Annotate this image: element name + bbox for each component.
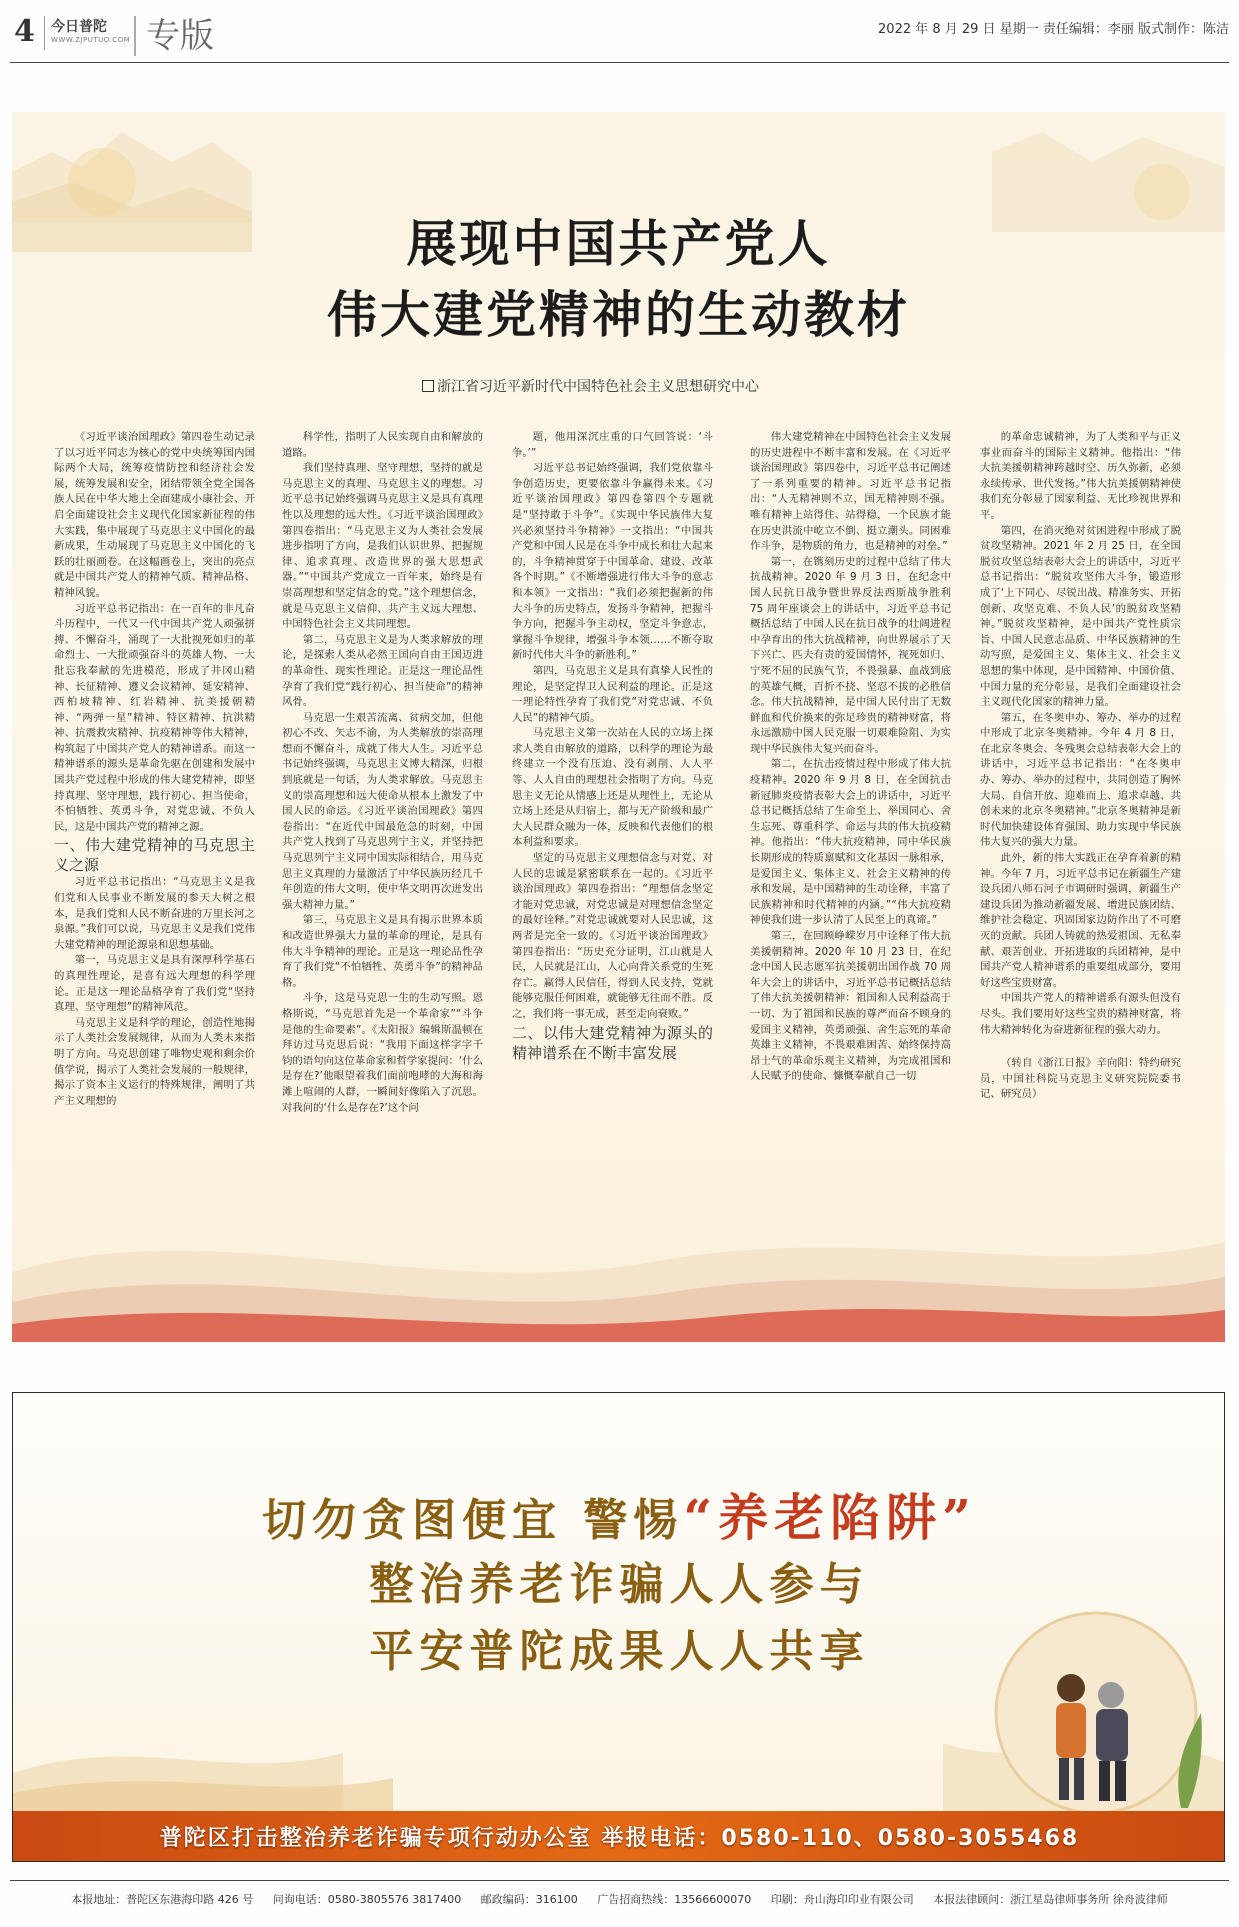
newspaper-logo xyxy=(44,16,129,50)
paragraph: 马克思主义是科学的理论，创造性地揭示了人类社会发展规律，从而为人类未来指明了方向。马克思创建了唯物史观和剩余价值学说，揭示了人类社会发展的一般规律，揭示了资本主义运行的特殊规律，阐明了共产主义理想的 xyxy=(54,1016,255,1107)
paragraph: 第四，马克思主义是具有真挚人民性的理论，是坚定捍卫人民利益的理论。正是这一理论特性孕育了我们党“对党忠诚、不负人民”的精神气质。 xyxy=(512,664,713,724)
article-headline-line-2: 伟大建党精神的生动教材 xyxy=(327,286,910,344)
section-subhead-1: 一、伟大建党精神的马克思主义之源 xyxy=(54,836,255,875)
elderly-couple-illustration xyxy=(976,1593,1206,1823)
ad-slogan-line-3: 平安普陀成果人人共享 xyxy=(369,1626,870,1677)
paragraph: 习近平总书记始终强调，我们党依靠斗争创造历史，更要依靠斗争赢得未来。《习近平谈治国理政》第四卷第四个专题就是“坚持敢于斗争”。《实现中华民族伟大复兴必须坚持斗争精神》一文指出：“中国共产党和中国人民是在斗争中成长和壮大起来的，斗争精神贯穿于中国革命、建设、改革各个时期。”《不断增强进行伟大斗争的意志和本领》一文指出：“我们必须把握新的伟大斗争的历史特点，发扬斗争精神，把握斗争方向，把握斗争主动权，坚定斗争意志，掌握斗争规律，增强斗争本领……不断夺取新时代伟大斗争的新胜利。” xyxy=(512,462,713,662)
footer-ad-hotline: 广告招商热线：13566600070 xyxy=(597,1893,752,1906)
anti-fraud-advertisement xyxy=(12,1392,1225,1862)
article-byline xyxy=(422,376,759,396)
paragraph: 此外，新的伟大实践正在孕育着新的精神。今年 7 月，习近平总书记在新疆生产建设兵团八师石河子市调研时强调，新疆生产建设兵团为推动新疆发展、增进民族团结、维护社会稳定、巩固国家边防作出了不可磨灭的贡献。兵团人铸就的热爱祖国、无私奉献、艰苦创业、开拓进取的兵团精神，是中国共产党人精神谱系的重要组成部分，要用好这些宝贵财富。 xyxy=(980,852,1181,989)
ad-slogan-line-1 xyxy=(13,1478,1225,1550)
paragraph: 第一，马克思主义是具有深厚科学基石的真理性理论，是喜有远大理想的科学理论。正是这一理论品格孕育了我们党“坚持真理、坚守理想”的精神风范。 xyxy=(54,954,255,1014)
paragraph: 第三，在回顾峥嵘岁月中诠释了伟大抗美援朝精神。2020 年 10 月 23 日，在纪念中国人民志愿军抗美援朝出国作战 70 周年大会上的讲话中，习近平总书记概括总结了伟大抗美援朝精神：祖国和人民利益高于一切、为了祖国和民族的尊严而奋不顾身的爱国主义精神，英勇顽强、舍生忘死的革命英雄主义精神，不畏艰难困苦、始终保持高昂士气的革命乐观主义精神，为完成祖国和人民赋予的使命、慷慨奉献自己一切 xyxy=(750,930,951,1083)
newspaper-name: 今日普陀 xyxy=(51,19,107,35)
newspaper-url: WWW.ZJPUTUO.COM xyxy=(51,36,131,44)
ad-slogan-accent: “养老陷阱” xyxy=(683,1488,977,1547)
article-headline-line-1: 展现中国共产党人 xyxy=(406,215,831,273)
paragraph: 第五，在冬奥申办、筹办、举办的过程中形成了北京冬奥精神。今年 4 月 8 日，在北京冬奥会、冬残奥会总结表彰大会上的讲话中，习近平总书记指出：“在冬奥申办、筹办、举办的过程中，共同创造了胸怀大局、自信开放、迎难而上、追求卓越、共创未来的北京冬奥精神。”北京冬奥精神是新时代加快建设体育强国、助力实现中华民族伟大复兴的强大力量。 xyxy=(980,711,1181,849)
article-column-2 xyxy=(282,430,483,1200)
paragraph: 科学性，指明了人民实现自由和解放的道路。 xyxy=(282,431,483,459)
paragraph: 中国共产党人的精神谱系有源头但没有尽头。我们要用好这些宝贵的精神财富，将伟大精神转化为奋进新征程的强大动力。 xyxy=(980,992,1181,1036)
article-column-3 xyxy=(512,430,713,1200)
footer-printer: 印刷：舟山海印印业有限公司 xyxy=(770,1893,914,1906)
section-title: 专版 xyxy=(134,16,214,56)
footer-address: 本报地址：普陀区东港海印路 426 号 xyxy=(71,1893,254,1906)
ad-slogan-line-2: 整治养老诈骗人人参与 xyxy=(369,1559,870,1610)
ad-slogan-line-1-text: 切勿贪图便宜 警惕 xyxy=(262,1495,684,1546)
paragraph: 题，他用深沉庄重的口气回答说：‘斗争。’” xyxy=(512,431,713,459)
byline-text: 浙江省习近平新时代中国特色社会主义思想研究中心 xyxy=(437,379,759,395)
masthead xyxy=(0,0,1239,70)
paragraph: 坚定的马克思主义理想信念与对党、对人民的忠诚是紧密联系在一起的。《习近平谈治国理政》第四卷指出：“理想信念坚定才能对党忠诚，对党忠诚是对理想信念坚定的最好诠释。”对党忠诚就要对人民忠诚，这两者是完全一致的。《习近平谈治国理政》第四卷指出：“历史充分证明，江山就是人民，人民就是江山，人心向背关系党的生死存亡。赢得人民信任，得到人民支持，党就能够克服任何困难，就能够无往而不胜。反之，我们将一事无成，甚至走向衰败。” xyxy=(512,852,713,1020)
paragraph: 第一，在镌刻历史的过程中总结了伟大抗战精神。2020 年 9 月 3 日，在纪念中国人民抗日战争暨世界反法西斯战争胜利 75 周年座谈会上的讲话中，习近平总书记概括总结了中国人民在抗日战争的壮阔进程中孕育出的伟大抗战精神，向世界展示了天下兴亡、匹夫有责的爱国情怀，视死如归、宁死不屈的民族气节，不畏强暴、血战到底的英雄气概，百折不挠、坚忍不拔的必胜信念。伟大抗战精神，是中国人民付出了无数鲜血和代价换来的弥足珍贵的精神财富，将永远激励中国人民克服一切艰难险阻、为实现中华民族伟大复兴而奋斗。 xyxy=(750,555,951,755)
paragraph: 马克思一生艰苦流离、贫病交加，但他初心不改、矢志不渝，为人类解放的崇高理想而不懈奋斗，成就了伟大人生。习近平总书记始终强调，马克思主义博大精深，归根到底就是一句话，为人类求解放。马克思主义的崇高理想和远大使命从根本上激发了中国人民的命运。《习近平谈治国理政》第四卷指出：“在近代中国最危急的时刻，中国共产党人找到了马克思列宁主义，并坚持把马克思列宁主义同中国实际相结合，用马克思主义真理的力量激活了中华民族历经几千年创造的伟大文明，使中华文明再次迸发出强大精神力量。” xyxy=(282,711,483,911)
footer-phone: 问询电话：0580-3805576 3817400 xyxy=(272,1893,462,1906)
footer-divider xyxy=(10,1880,1229,1881)
paragraph: 第二，在抗击疫情过程中形成了伟大抗疫精神。2020 年 9 月 8 日，在全国抗击新冠肺炎疫情表彰大会上的讲话中，习近平总书记概括总结了生命至上、举国同心、舍生忘死、尊重科学、命运与共的伟大抗疫精神。他指出：“伟大抗疫精神，同中华民族长期形成的特质禀赋和文化基因一脉相承，是爱国主义、集体主义、社会主义精神的传承和发展，是中国精神的生动诠释，丰富了民族精神和时代精神的内涵。”“伟大抗疫精神使我们进一步认清了人民至上的真谛。” xyxy=(750,758,951,927)
paragraph: 马克思主义第一次站在人民的立场上探求人类自由解放的道路，以科学的理论为最终建立一个没有压迫、没有剥削、人人平等、人人自由的理想社会指明了方向。马克思主义无论从情感上还是从理性上，无论从立场上还是从归宿上，都与无产阶级和最广大人民群众融为一体，反映和代表他们的根本利益和要求。 xyxy=(512,727,713,849)
masthead-divider xyxy=(10,62,1229,63)
article-credit: （转自《浙江日报》辛向阳：特约研究员，中国社科院马克思主义研究院院委书记、研究员） xyxy=(980,1057,1181,1101)
footer-info xyxy=(0,1891,1239,1907)
page-number: 4 xyxy=(14,14,35,49)
footer-legal: 本报法律顾问：浙江星岛律师事务所 徐舟波律师 xyxy=(933,1893,1168,1906)
ad-hotline-bar xyxy=(13,1811,1225,1862)
article-column-1 xyxy=(54,430,255,1200)
feature-article xyxy=(12,112,1225,1342)
ad-hotline-text: 普陀区打击整治养老诈骗专项行动办公室 举报电话：0580-110、0580-3055468 xyxy=(159,1826,1080,1851)
paragraph: 第二，马克思主义是为人类求解放的理论，是探索人类从必然王国向自由王国迈进的革命性、现实性理论。正是这一理论品性孕育了我们党“践行初心、担当使命”的精神风骨。 xyxy=(282,633,483,709)
footer-postcode: 邮政编码：316100 xyxy=(480,1893,578,1906)
paragraph: 《习近平谈治国理政》第四卷生动记录了以习近平同志为核心的党中央统筹国内国际两个大局，统筹疫情防控和经济社会发展，统筹发展和安全，团结带领全党全国各族人民在中华大地上全面建成小康社会、开启全面建设社会主义现代化国家新征程的伟大实践，集中展现了马克思主义中国化的最新成果，生动展现了马克思主义中国化的飞跃的壮丽画卷。在这幅画卷上，突出的亮点就是中国共产党人的精神气质、精神品格、精神风貌。 xyxy=(54,431,255,599)
paragraph: 习近平总书记指出：在一百年的非凡奋斗历程中，一代又一代中国共产党人顽强拼搏、不懈奋斗，涌现了一大批视死如归的革命烈士、一大批顽强奋斗的英雄人物、一大批忘我奉献的先进模范，形成了井冈山精神、长征精神、遵义会议精神、延安精神、西柏坡精神、红岩精神、抗美援朝精神、“两弹一星”精神、特区精神、抗洪精神、抗震救灾精神、抗疫精神等伟大精神，构筑起了中国共产党人的精神谱系。而这一精神谱系的源头是革命先驱在创建和发展中国共产党过程中形成的伟大建党精神，即坚持真理、坚守理想，践行初心、担当使命，不怕牺牲、英勇斗争，对党忠诚、不负人民，这是中国共产党的精神之源。 xyxy=(54,602,255,833)
issue-info: 2022 年 8 月 29 日 星期一 责任编辑：李丽 版式制作：陈洁 xyxy=(878,22,1229,37)
red-wave-decoration xyxy=(12,1152,1225,1342)
paragraph: 的革命忠诚精神，为了人类和平与正义事业而奋斗的国际主义精神。他指出：“伟大抗美援朝精神跨越时空、历久弥新，必须永续传承、世代发扬。”伟大抗美援朝精神使我们充分彰显了国家利益、无比珍视世界和平。 xyxy=(980,431,1181,521)
article-column-4 xyxy=(750,430,951,1200)
paragraph: 第三，马克思主义是具有揭示世界本质和改造世界强大力量的革命的理论，是具有伟大斗争精神的理论。正是这一理论品性孕育了我们党“不怕牺牲、英勇斗争”的精神品格。 xyxy=(282,914,483,989)
section-subhead-2: 二、以伟大建党精神为源头的精神谱系在不断丰富发展 xyxy=(512,1023,713,1062)
paragraph: 我们坚持真理、坚守理想，坚持的就是马克思主义的真理、马克思主义的理想。习近平总书记始终强调马克思主义是具有真理性以及理想的远大性。《习近平谈治国理政》第四卷指出：“马克思主义为人类社会发展进步指明了方向，是我们认识世界、把握规律、追求真理、改造世界的强大思想武器。”“中国共产党成立一百年来，始终是有崇高理想和坚定信念的党。”这个理想信念，就是马克思主义信仰、共产主义远大理想、中国特色社会主义共同理想。 xyxy=(282,462,483,631)
paragraph: 伟大建党精神在中国特色社会主义发展的历史进程中不断丰富和发展。在《习近平谈治国理政》第四卷中，习近平总书记阐述了一系列重要的精神。习近平总书记指出：“人无精神则不立，国无精神则不强。唯有精神上站得住、站得稳，一个民族才能在历史洪流中屹立不倒、挺立潮头。同困难作斗争，是物质的角力，也是精神的对垒。” xyxy=(750,431,951,553)
paragraph: 第四，在消灭绝对贫困进程中形成了脱贫攻坚精神。2021 年 2 月 25 日，在全国脱贫攻坚总结表彰大会上的讲话中，习近平总书记指出：“脱贫攻坚伟大斗争，锻造形成了‘上下同心、尽锐出战、精准务实、开拓创新、攻坚克难、不负人民’的脱贫攻坚精神。”脱贫攻坚精神，是中国共产党性质宗旨、中国人民意志品质、中华民族精神的生动写照，是爱国主义、集体主义、社会主义思想的集中体现，是中国精神、中国价值、中国力量的充分彰显，是我们全面建设社会主义现代化国家的精神力量。 xyxy=(980,524,1181,709)
byline-square-icon xyxy=(422,380,434,392)
paragraph: 习近平总书记指出：“马克思主义是我们党和人民事业不断发展的参天大树之根本，是我们党和人民不断奋进的万里长河之泉源。”我们可以说，马克思主义是我们党伟大建党精神的理论源泉和思想基础。 xyxy=(54,876,255,951)
article-column-5 xyxy=(980,430,1181,1200)
paragraph: 斗争，这是马克思一生的生动写照。恩格斯说，“马克思首先是一个革命家”“斗争是他的生命要素”。《太阳报》编辑斯温顿在拜访过马克思后说：“我用下面这样字字千钧的语句向这位革命家和哲学家提问：‘什么是存在?’他眼望着我们面前咆哮的大海和海滩上喧闹的人群，一瞬间好像陷入了沉思。对我问的‘什么是存在?’这个问 xyxy=(282,992,483,1114)
